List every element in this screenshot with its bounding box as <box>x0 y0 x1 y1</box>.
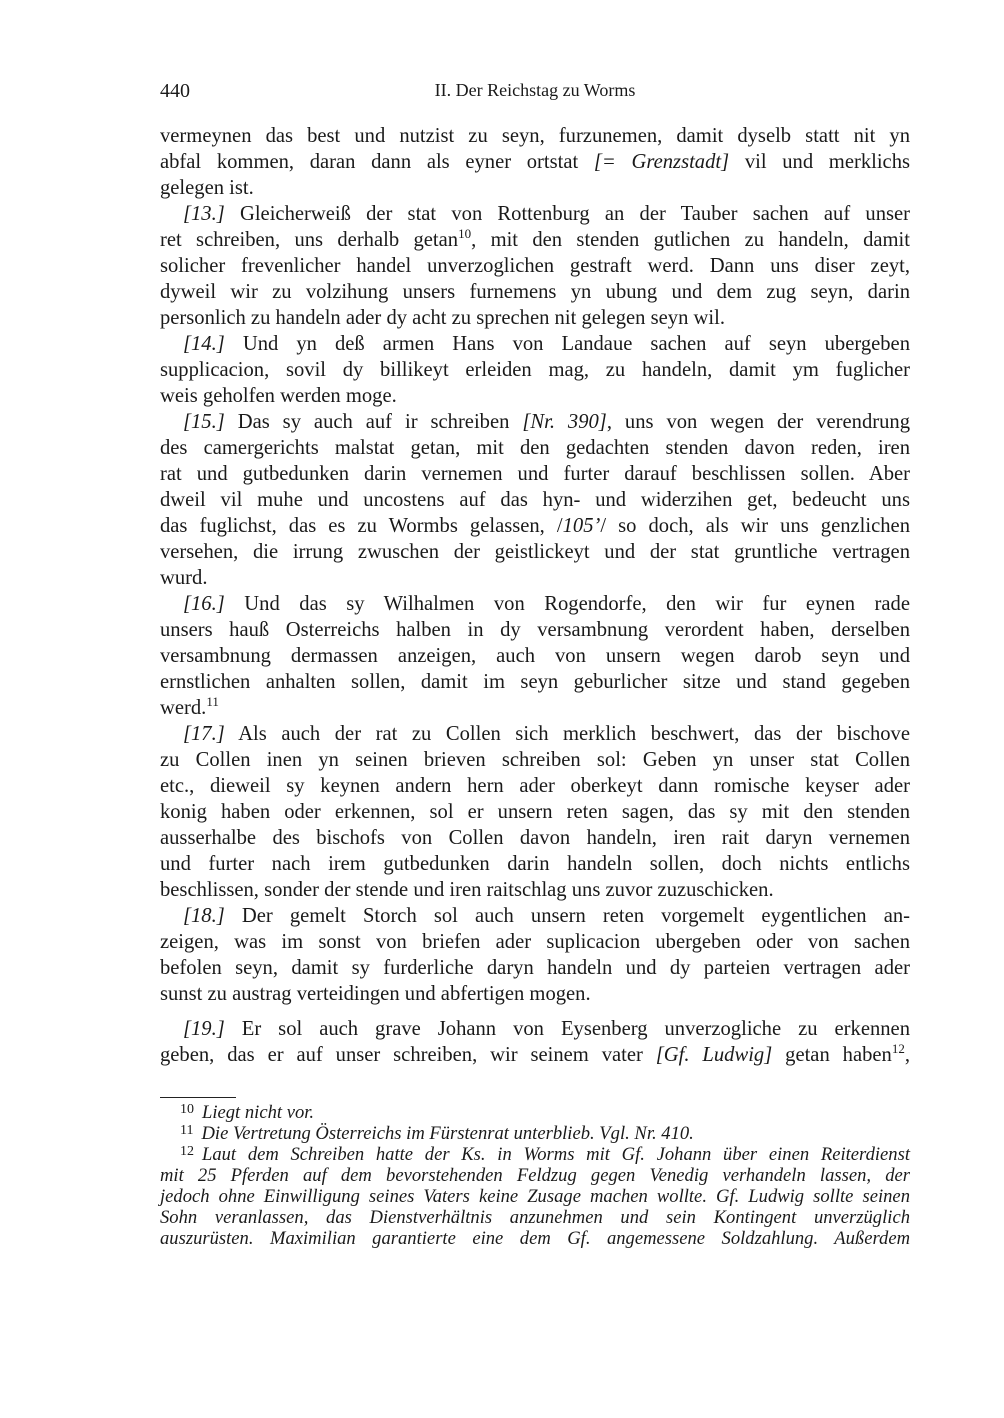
text-line <box>160 201 910 227</box>
italic-run: [= Grenzstadt] <box>593 151 730 173</box>
footnote-text: auszurüsten. Maximilian garantierte eine dem Gf. angemessene Soldzahlung. Außerdem <box>160 1228 910 1249</box>
italic-run: [13.] <box>183 203 225 225</box>
text-line <box>160 903 910 929</box>
paragraph <box>160 903 910 1007</box>
text-run: zu Collen inen yn seinen brieven schreiben sol: Geben yn unser stat Collen <box>160 749 910 771</box>
text-line <box>160 643 910 669</box>
italic-run: [15.] <box>183 411 225 433</box>
text-line <box>160 799 910 825</box>
paragraph <box>160 1016 910 1068</box>
text-run: solicher frevenlicher handel unverzoglichen gestraft werd. Dann uns diser zeyt, <box>160 255 910 277</box>
text-run: Und das sy Wilhalmen von Rogendorfe, den wir fur eynen rade <box>224 593 910 615</box>
text-run: unsers hauß Osterreichs halben in dy versambnung verordent haben, derselben <box>160 619 910 641</box>
footnote-number: 10 <box>180 1102 194 1117</box>
text-run: befolen seyn, damit sy furderliche daryn handeln und dy parteien vertragen ader <box>160 957 910 979</box>
text-line <box>160 669 910 695</box>
footnotes <box>160 1102 910 1249</box>
text-run: Das sy auch auf ir schreiben <box>224 411 523 433</box>
footnote-line <box>160 1144 910 1165</box>
text-line <box>160 825 910 851</box>
text-run: ausserhalbe des bischofs von Collen davon handeln, iren rait daryn vernemen <box>160 827 910 849</box>
text-line <box>160 409 910 435</box>
footnote-text: Die Vertretung Österreichs im Fürstenrat unterblieb. Vgl. Nr. 410. <box>201 1123 694 1144</box>
main-text <box>160 123 910 1068</box>
text-run: Er sol auch grave Johann von Eysenberg unverzogliche zu erkennen <box>224 1018 910 1040</box>
footnote-text: jedoch ohne Einwilligung seines Vaters keine Zusage machen wollte. Gf. Ludwig sollte seinen <box>160 1186 910 1207</box>
paragraph <box>160 201 910 331</box>
text-run: dweil vil muhe und uncostens auf das hyn- und widerzihen get, bedeucht uns <box>160 489 910 511</box>
footnote-line <box>160 1165 910 1186</box>
text-line <box>160 435 910 461</box>
paragraph <box>160 409 910 591</box>
text-line <box>160 513 910 539</box>
footnote <box>160 1123 910 1144</box>
text-line <box>160 695 910 721</box>
footnote-text: Sohn veranlassen, das Dienstverhältnis anzunehmen und sein Kontingent unverzüglich <box>160 1207 910 1228</box>
text-run: werd. <box>160 697 207 719</box>
text-line <box>160 1042 910 1068</box>
italic-run: [16.] <box>183 593 225 615</box>
text-run: rat und gutbedunken darin vernemen und furter darauf beschlissen sollen. Aber <box>160 463 910 485</box>
text-run: konig haben oder erkennen, sol er unsern reten sagen, das sy mit den stenden <box>160 801 910 823</box>
text-run: ernstlichen anhalten sollen, damit im seyn geburlicher sitze und stand gegeben <box>160 671 910 693</box>
running-header <box>160 80 910 106</box>
text-run: zeigen, was im sonst von briefen ader suplicacion ubergeben oder von sachen <box>160 931 910 953</box>
footnote-number: 11 <box>180 1123 194 1138</box>
footnote-ref: 11 <box>206 694 219 709</box>
text-run: das fuglichst, das es zu Wormbs gelassen, / <box>160 515 563 537</box>
paragraph <box>160 123 910 201</box>
text-run: Gleicherweiß der stat von Rottenburg an der Tauber sachen auf unser <box>224 203 910 225</box>
text-line <box>160 383 910 409</box>
text-line <box>160 227 910 253</box>
text-run: vil und merklichs <box>729 151 911 173</box>
italic-run: [19.] <box>183 1018 225 1040</box>
text-run: beschlissen, sonder der stende und iren raitschlag uns zuvor zuzuschicken. <box>160 879 774 901</box>
footnote-number: 12 <box>180 1144 194 1159</box>
text-line <box>160 617 910 643</box>
text-run: / so doch, als wir uns genzlichen <box>600 515 910 537</box>
text-run: personlich zu handeln ader dy acht zu sprechen nit gelegen seyn wil. <box>160 307 725 329</box>
footnote <box>160 1102 910 1123</box>
italic-run: [17.] <box>183 723 225 745</box>
text-run: Der gemelt Storch sol auch unsern reten vorgemelt eygentlichen an- <box>224 905 910 927</box>
italic-run: [18.] <box>183 905 225 927</box>
text-run: wurd. <box>160 567 208 589</box>
text-line <box>160 305 910 331</box>
text-run: abfal kommen, daran dann als eyner ortstat <box>160 151 594 173</box>
text-line <box>160 461 910 487</box>
text-run: versehen, die irrung zwuschen der geistlickeyt und der stat gruntliche vertragen <box>160 541 910 563</box>
text-run: Und yn deß armen Hans von Landaue sachen auf seyn ubergeben <box>224 333 910 355</box>
text-run: und furter nach irem gutbedunken darin handeln sollen, doch nichts entlichs <box>160 853 910 875</box>
text-line <box>160 747 910 773</box>
text-run: dyweil wir zu volzihung unsers furnemens yn ubung und dem zug seyn, darin <box>160 281 910 303</box>
footnote-ref: 10 <box>458 226 472 241</box>
paragraph <box>160 331 910 409</box>
footnote-text: Laut dem Schreiben hatte der Ks. in Worms mit Gf. Johann über einen Reiterdienst <box>202 1144 910 1165</box>
running-title: II. Der Reichstag zu Worms <box>434 80 636 100</box>
footnote-line <box>160 1228 910 1249</box>
page-number: 440 <box>160 80 190 102</box>
text-line <box>160 565 910 591</box>
text-run: vermeynen das best und nutzist zu seyn, furzunemen, damit dyselb statt nit yn <box>160 125 910 147</box>
text-run: versambnung dermassen anzeigen, auch von unsern wegen darob seyn und <box>160 645 910 667</box>
footnote-line <box>160 1123 910 1144</box>
text-line <box>160 851 910 877</box>
paragraph <box>160 721 910 903</box>
footnote-rule <box>160 1097 236 1098</box>
text-line <box>160 149 910 175</box>
text-line <box>160 357 910 383</box>
footnote-line <box>160 1102 910 1123</box>
text-line <box>160 773 910 799</box>
text-run: supplicacion, sovil dy billikeyt erleiden mag, zu handeln, damit ym fuglicher <box>160 359 910 381</box>
text-run: gelegen ist. <box>160 177 254 199</box>
italic-run: 105’ <box>562 515 601 537</box>
text-line <box>160 981 910 1007</box>
footnote-text: mit 25 Pferden auf dem bevorstehenden Feldzug gegen Venedig verhandeln lassen, der <box>160 1165 910 1186</box>
footnote <box>160 1144 910 1249</box>
footnote-line <box>160 1186 910 1207</box>
text-line <box>160 1016 910 1042</box>
text-line <box>160 253 910 279</box>
text-line <box>160 721 910 747</box>
text-line <box>160 929 910 955</box>
text-run: weis geholfen werden moge. <box>160 385 397 407</box>
text-line <box>160 539 910 565</box>
text-line <box>160 123 910 149</box>
text-run: geben, das er auf unser schreiben, wir seinem vater <box>160 1044 656 1066</box>
text-run: , uns von wegen der verendrung <box>606 411 910 433</box>
text-run: etc., dieweil sy keynen andern hern ader oberkeyt dann romische keyser ader <box>160 775 910 797</box>
text-run: , <box>904 1044 910 1066</box>
italic-run: [Gf. Ludwig] <box>655 1044 773 1066</box>
text-line <box>160 877 910 903</box>
text-run: getan haben <box>772 1044 892 1066</box>
footnote-line <box>160 1207 910 1228</box>
text-line <box>160 175 910 201</box>
text-line <box>160 591 910 617</box>
footnote-ref: 12 <box>891 1041 905 1056</box>
italic-run: [14.] <box>183 333 225 355</box>
text-line <box>160 955 910 981</box>
text-run: Als auch der rat zu Collen sich merklich beschwert, das der bischove <box>224 723 910 745</box>
text-line <box>160 279 910 305</box>
text-line <box>160 331 910 357</box>
footnote-text: Liegt nicht vor. <box>202 1102 315 1123</box>
text-run: des camergerichts malstat getan, mit den gedachten stenden davon reden, iren <box>160 437 910 459</box>
text-run: , mit den stenden gutlichen zu handeln, damit <box>471 229 910 251</box>
paragraph <box>160 591 910 721</box>
text-run: ret schreiben, uns derhalb getan <box>160 229 459 251</box>
text-run: sunst zu austrag verteidingen und abfertigen mogen. <box>160 983 591 1005</box>
text-line <box>160 487 910 513</box>
italic-run: [Nr. 390] <box>522 411 607 433</box>
